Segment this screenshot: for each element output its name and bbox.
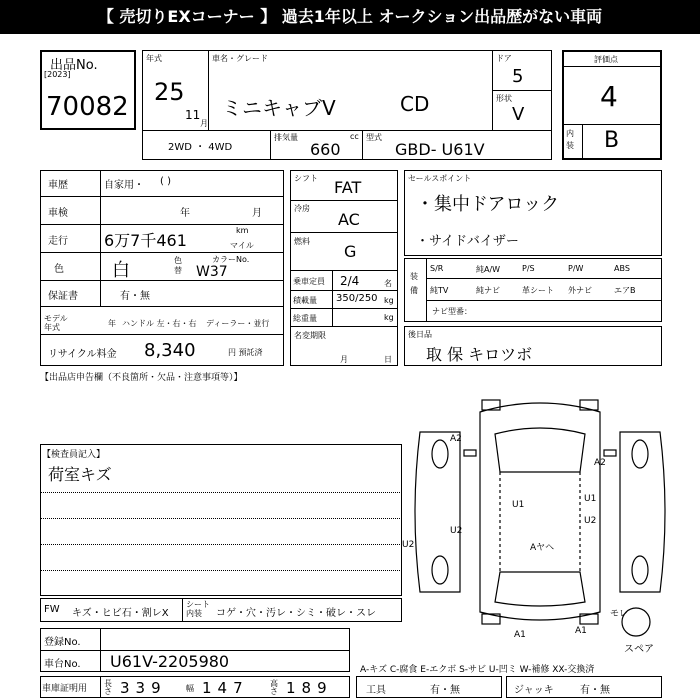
- shape-label: 形状: [496, 94, 512, 103]
- gross-label: 総重量: [293, 314, 317, 323]
- interior-label: 内装: [566, 129, 574, 150]
- length-value: 339: [120, 679, 167, 697]
- deadline-label: 名変期限: [294, 331, 326, 340]
- mileage-value: 6万7千461: [104, 231, 187, 250]
- registration-label: 登録No.: [44, 637, 81, 648]
- warranty-options: 有・無: [120, 291, 150, 302]
- doors-value: 5: [512, 66, 524, 87]
- inspector-value: 荷室キズ: [48, 465, 112, 484]
- color-no-value: W37: [196, 264, 228, 280]
- damage-mark: U2: [450, 526, 463, 536]
- tools-label: 工具: [366, 685, 386, 696]
- tools-value: 有・無: [430, 685, 460, 696]
- displacement-unit: cc: [350, 132, 359, 141]
- mileage-unit-mile: マイル: [230, 241, 254, 250]
- damage-mark: A1: [575, 626, 587, 636]
- handle-label: ハンドル 左・右・右: [122, 319, 197, 328]
- windshield: [495, 428, 585, 472]
- damage-mark: A2: [450, 434, 462, 444]
- damage-mark: A1: [514, 630, 526, 640]
- reki-options: 自家用・: [104, 180, 144, 191]
- load-label: 積載量: [293, 296, 317, 305]
- spare-label: スペア: [624, 644, 654, 655]
- mileage-unit-km: km: [236, 226, 249, 235]
- navi-label: ナビ型番：: [432, 307, 472, 316]
- month-unit: 月: [200, 119, 208, 128]
- year-label: 年式: [146, 54, 162, 63]
- model-year-unit: 年: [108, 319, 116, 328]
- dealer-notes-label: 【出品店申告欄（不良箇所・欠品・注意事項等）】: [40, 373, 243, 383]
- grade-value: CD: [400, 92, 430, 116]
- color-label: 色: [54, 264, 64, 275]
- color-change: 色替: [174, 256, 182, 275]
- displacement-value: 660: [310, 140, 341, 159]
- auction-banner: 【 売切りEXコーナー 】 過去1年以上 オークション出品歴がない車両: [0, 0, 700, 34]
- load-unit: kg: [384, 296, 394, 305]
- length-label: 長さ: [104, 679, 112, 696]
- name-value: ミニキャブV: [222, 96, 336, 120]
- color-no-label: カラーNo.: [212, 255, 250, 264]
- capacity-label: 乗車定員: [293, 277, 325, 286]
- right-side-view: [620, 432, 665, 592]
- chassis-label: 車台No.: [44, 659, 81, 670]
- equipment-side-label: 装備: [410, 272, 418, 295]
- height-label: 高さ: [270, 679, 278, 696]
- equipment-item: P/S: [522, 264, 535, 273]
- capacity-unit: 名: [384, 279, 392, 288]
- equipment-item: ABS: [614, 264, 630, 273]
- width-label: 幅: [186, 684, 194, 693]
- fuel-label: 燃料: [294, 237, 310, 246]
- vehicle-diagram: [400, 392, 680, 650]
- deadline-month: 月: [340, 355, 348, 364]
- ac-label: 冷房: [294, 204, 310, 213]
- model-label: 型式: [366, 133, 382, 142]
- recycle-value: 8,340: [144, 340, 196, 361]
- damage-mark: U2: [402, 540, 415, 550]
- model-year-label: モデル年式: [44, 314, 68, 332]
- equipment-item: S/R: [430, 264, 444, 273]
- inspector-label: 【検査員記入】: [42, 450, 106, 460]
- history-box: [40, 170, 284, 366]
- seat-label: シート内装: [186, 600, 210, 618]
- warranty-label: 保証書: [48, 291, 78, 302]
- sales-point-1: ・集中ドアロック: [416, 194, 560, 215]
- damage-code-legend: A-キズ C-腐食 E-エクボ S-サビ U-凹ミ W-補修 XX-交換済: [360, 665, 595, 675]
- recycle-label: リサイクル料金: [48, 349, 117, 360]
- fw-label: FW: [44, 604, 60, 615]
- mileage-label: 走行: [48, 236, 68, 247]
- damage-mark: モレ: [610, 609, 629, 619]
- sales-point-2: ・サイドバイザー: [416, 234, 519, 249]
- model-value: GBD- U61V: [395, 140, 485, 159]
- shaken-label: 車検: [48, 208, 68, 219]
- shift-label: シフト: [294, 174, 318, 183]
- damage-mark: U1: [584, 494, 597, 504]
- equipment-item: P/W: [568, 264, 584, 273]
- equipment-item: 純A/W: [476, 265, 501, 274]
- ac-value: AC: [338, 210, 360, 229]
- jack-label: ジャッキ: [514, 685, 554, 696]
- damage-mark: U2: [584, 516, 597, 526]
- damage-mark: U1: [512, 500, 525, 510]
- seat-options: コゲ・穴・汚レ・シミ・破レ・スレ: [216, 608, 376, 619]
- equipment-item: 純TV: [430, 286, 449, 295]
- score-value: 4: [600, 80, 618, 113]
- height-value: 189: [286, 679, 333, 697]
- capacity-value: 2/4: [340, 274, 360, 288]
- equipment-item: 外ナビ: [568, 286, 592, 295]
- width-value: 147: [202, 679, 249, 697]
- fuel-value: G: [344, 242, 357, 261]
- after-label: 後日品: [408, 330, 432, 339]
- left-side-view: [415, 432, 463, 592]
- deadline-day: 日: [384, 355, 392, 364]
- interior-value: B: [604, 128, 620, 153]
- certificate-label: 車庫証明用: [42, 684, 88, 694]
- damage-mark: Aヤヘ: [530, 543, 555, 553]
- shaken-year: 年: [180, 208, 190, 219]
- score-label: 評価点: [594, 55, 618, 64]
- displacement-label: 排気量: [274, 133, 298, 142]
- after-value: 取 保 キロツボ: [426, 345, 533, 364]
- drive-type: 2WD ・ 4WD: [168, 142, 233, 153]
- shift-value: FAT: [334, 178, 362, 197]
- load-value: 350/250: [336, 293, 378, 304]
- lot-label: 出品No.: [50, 58, 98, 73]
- gross-unit: kg: [384, 313, 394, 322]
- equipment-item: エアB: [614, 286, 636, 295]
- year-value: 25: [154, 78, 185, 106]
- recycle-unit: 円 預託済: [228, 348, 263, 357]
- month-value: 11: [185, 108, 201, 122]
- jack-value: 有・無: [580, 685, 610, 696]
- equipment-item: 革シート: [522, 286, 554, 295]
- shaken-month: 月: [252, 208, 262, 219]
- lot-year-tag: [2023]: [44, 70, 71, 79]
- reki-label: 車歴: [48, 180, 68, 191]
- reki-paren: ( ): [160, 176, 171, 187]
- dealer-label: ディーラー・並行: [206, 319, 270, 328]
- damage-mark: A2: [594, 458, 606, 468]
- lot-number: 70082: [46, 92, 129, 122]
- fw-options: キズ・ヒビ石・割レX: [72, 608, 169, 619]
- color-value: 白: [112, 260, 130, 281]
- rear-window: [495, 572, 585, 606]
- shape-value: V: [512, 104, 525, 125]
- sales-label: セールスポイント: [408, 174, 472, 183]
- name-label: 車名・グレード: [212, 54, 268, 63]
- equipment-item: 純ナビ: [476, 286, 500, 295]
- doors-label: ドア: [496, 54, 512, 63]
- chassis-value: U61V-2205980: [110, 652, 230, 671]
